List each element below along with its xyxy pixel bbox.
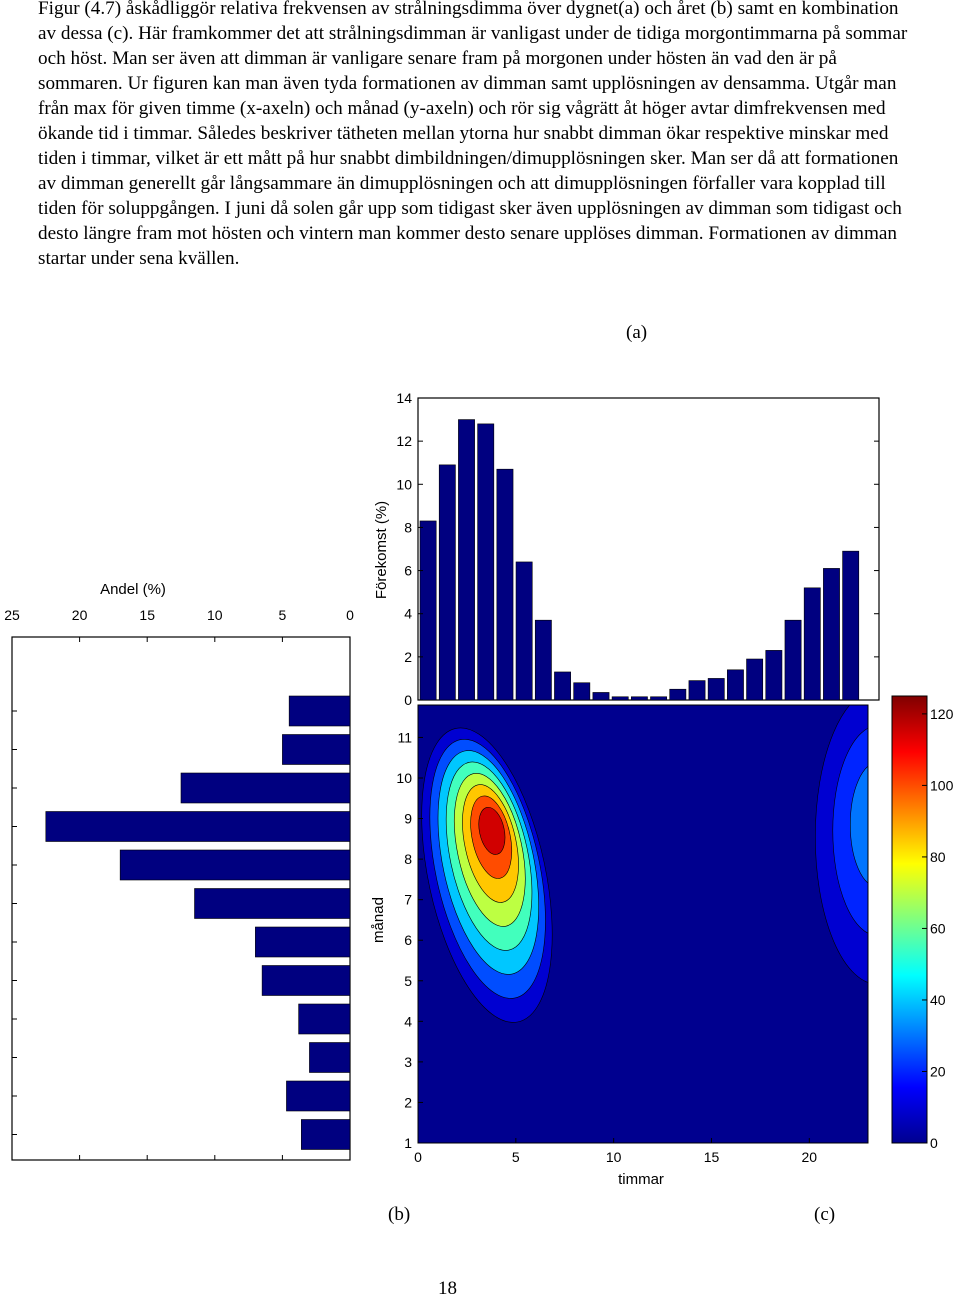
- chart-a-bar: [458, 420, 474, 700]
- chart-a-bar: [785, 620, 801, 700]
- chart-c-ytick-label: 7: [404, 891, 412, 908]
- chart-b-monthly: [4, 581, 354, 1160]
- chart-c-xtick-label: 5: [511, 1149, 520, 1165]
- chart-c-ytick-label: 10: [396, 770, 412, 786]
- chart-b-bar: [299, 1004, 350, 1034]
- chart-b-bar: [181, 773, 350, 803]
- caption-a: (a): [626, 322, 648, 343]
- chart-a-bar: [497, 469, 513, 700]
- chart-a-bar: [708, 678, 724, 700]
- chart-a-bar: [689, 681, 705, 700]
- body-paragraph: Figur (4.7) åskådliggör relativa frekvensen av strålningsdimma över dygnet(a) och året (b) samt en kombination av dessa (c). Här framkommer det att strålningsdimman är vanligast under de tidiga morgontimmarna på sommar och höst. Man ser även att dimman är vanligare senare fram på morgonen under hösten än vad den är på sommaren. Ur figuren kan man även tyda formationen av dimman samt upplösningen av densamma. Utgår man från max för given timme (x-axeln) och månad (y-axeln) och rör sig vågrätt åt höger avtar dimfrekvensen med ökande tid i timmar. Således beskriver tätheten mellan ytorna hur snabbt dimman ökar respektive minskar med tiden i timmar, vilket är ett mått på hur snabbt dimbildningen/dimupplösningen sker. Man ser då att formationen av dimman generellt går långsammare än dimupplösningen och att dimupplösningen förfaller vara kopplad till tiden för soluppgången. I juni då solen går upp som tidigast sker även upplösningen av dimman som tidigast och desto längre fram mot hösten och vintern man kommer desto senare upplöses dimman. Formationen av dimman startar under sena kvällen.: [38, 0, 908, 269]
- caption-c: (c): [814, 1204, 836, 1225]
- chart-c-ytick-label: 2: [404, 1094, 412, 1111]
- chart-b-bar: [46, 812, 350, 842]
- chart-c-ytick-label: 9: [404, 810, 412, 827]
- colorbar-tick-label: 80: [930, 848, 946, 865]
- chart-a-ytick-label: 10: [396, 476, 412, 493]
- chart-b-bar: [282, 735, 350, 765]
- chart-b-xtick-label: 5: [278, 607, 287, 623]
- chart-c-ytick-label: 11: [397, 729, 412, 746]
- chart-a-ylabel: Förekomst (%): [373, 500, 390, 600]
- chart-a-bar: [593, 692, 609, 700]
- chart-c-xtick-label: 15: [703, 1149, 720, 1165]
- chart-b-xtick-label: 20: [71, 607, 88, 623]
- chart-b-bar: [309, 1043, 350, 1073]
- chart-a-ytick-label: 8: [404, 519, 412, 536]
- chart-b-bar: [120, 850, 350, 880]
- page-number: 18: [438, 1278, 457, 1299]
- chart-a-ytick-label: 2: [404, 648, 412, 665]
- chart-c-ylabel: månad: [370, 897, 387, 943]
- colorbar-tick-label: 60: [930, 920, 946, 937]
- chart-b-bar: [262, 966, 350, 996]
- chart-b-xtick-label: 0: [346, 607, 354, 623]
- colorbar-tick-label: 40: [930, 991, 946, 1008]
- chart-b-xtick-label: 10: [207, 607, 223, 623]
- chart-c-xtick-label: 10: [605, 1149, 622, 1165]
- chart-b-bar: [195, 889, 350, 919]
- colorbar-gradient: [892, 696, 927, 1143]
- chart-b-bar: [286, 1081, 350, 1111]
- chart-a-ytick-label: 12: [396, 433, 412, 450]
- chart-a-bar: [631, 697, 647, 700]
- chart-a-ytick-label: 0: [404, 692, 412, 708]
- chart-c-ytick-label: 5: [404, 972, 412, 989]
- chart-a-bar: [516, 562, 532, 700]
- chart-a-bar: [823, 568, 839, 700]
- chart-a-bar: [574, 683, 590, 700]
- chart-a-bar: [535, 620, 551, 700]
- chart-a-bar: [478, 424, 494, 700]
- chart-a-ytick-label: 6: [404, 562, 412, 579]
- chart-c-ytick-label: 8: [404, 851, 412, 868]
- chart-a-bar: [747, 659, 763, 700]
- chart-a-ytick-label: 14: [396, 390, 412, 406]
- chart-c-ytick-label: 3: [404, 1053, 412, 1070]
- chart-c-ytick-label: 4: [404, 1013, 412, 1030]
- chart-c-ytick-label: 6: [404, 932, 412, 949]
- chart-a-bar: [670, 689, 686, 700]
- chart-c-contour: [370, 689, 940, 1188]
- chart-a-bar: [612, 697, 628, 700]
- chart-b-xlabel: Andel (%): [100, 581, 166, 598]
- colorbar-tick-label: 20: [930, 1063, 946, 1080]
- chart-a-bar: [843, 551, 859, 700]
- chart-a-hourly: [373, 390, 879, 708]
- chart-b-bar: [301, 1120, 350, 1150]
- caption-b: (b): [388, 1204, 411, 1225]
- chart-c-ytick-label: 1: [404, 1135, 412, 1151]
- chart-b-bar: [289, 696, 350, 726]
- chart-a-bar: [554, 672, 570, 700]
- colorbar: [892, 696, 954, 1151]
- chart-c-xtick-label: 20: [801, 1149, 818, 1165]
- chart-b-xtick-label: 15: [139, 607, 155, 623]
- chart-a-bar: [766, 650, 782, 700]
- colorbar-tick-label: 120: [930, 705, 954, 722]
- chart-c-xtick-label: 0: [414, 1149, 422, 1165]
- chart-a-bar: [727, 670, 743, 700]
- chart-b-xtick-label: 25: [4, 607, 20, 623]
- chart-c-xlabel: timmar: [618, 1171, 664, 1188]
- chart-a-bar: [804, 588, 820, 700]
- chart-a-ytick-label: 4: [404, 605, 412, 622]
- colorbar-tick-label: 0: [930, 1135, 938, 1151]
- chart-a-bar: [420, 521, 436, 700]
- colorbar-tick-label: 100: [930, 777, 954, 794]
- chart-a-bar: [651, 697, 667, 700]
- chart-a-bar: [439, 465, 455, 700]
- chart-b-bar: [255, 927, 350, 957]
